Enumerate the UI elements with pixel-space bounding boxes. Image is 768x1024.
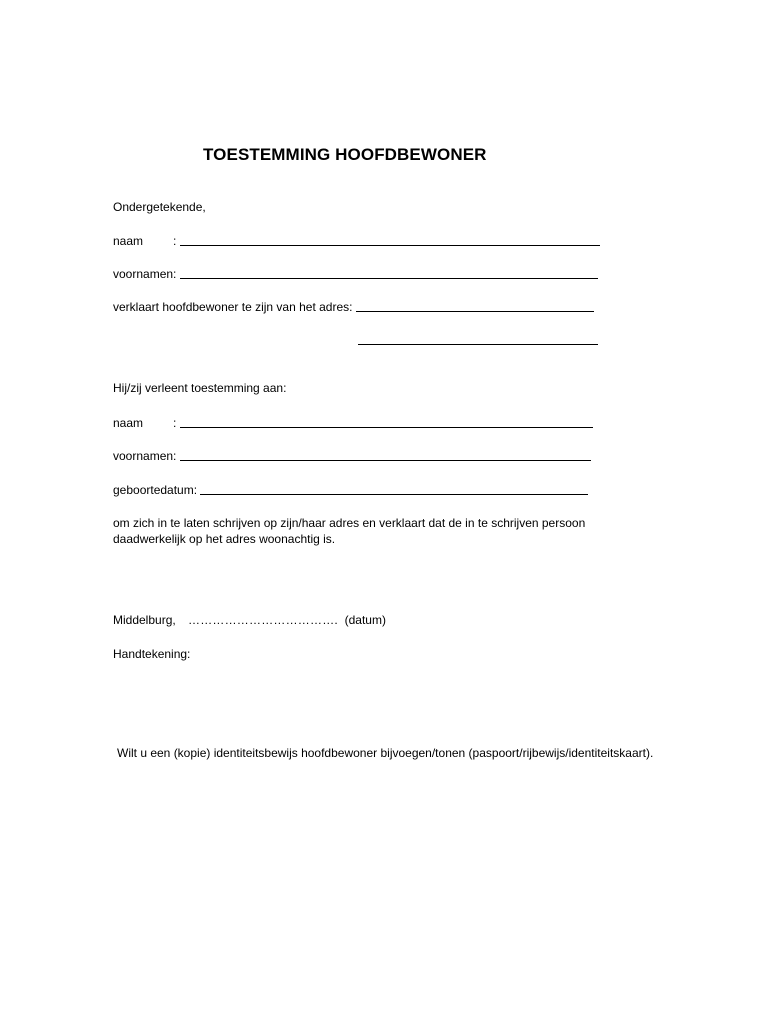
- owner-address-label: verklaart hoofdbewoner te zijn van het adres:: [113, 300, 353, 314]
- resident-birthdate-row: [113, 482, 588, 497]
- id-document-note: Wilt u een (kopie) identiteitsbewijs hoofdbewoner bijvoegen/tonen (paspoort/rijbewijs/identiteitskaart).: [117, 746, 654, 760]
- resident-birthdate-field[interactable]: [200, 483, 588, 495]
- owner-address-row: [113, 299, 594, 314]
- resident-name-label: naam: [113, 416, 144, 430]
- resident-name-field[interactable]: [180, 416, 593, 428]
- resident-firstnames-label: voornamen:: [113, 449, 177, 463]
- place-date-row: [113, 613, 386, 627]
- place-text: Middelburg,: [113, 613, 176, 627]
- owner-address-row-2: [358, 332, 598, 347]
- declaration-line-2: daadwerkelijk op het adres woonachtig is.: [113, 532, 336, 546]
- resident-name-separator: :: [173, 416, 177, 430]
- intro-text: Ondergetekende,: [113, 200, 206, 214]
- resident-firstnames-row: [113, 448, 591, 463]
- owner-firstnames-field[interactable]: [180, 267, 598, 279]
- date-label: (datum): [344, 613, 386, 627]
- signature-label: Handtekening:: [113, 647, 191, 661]
- owner-name-field[interactable]: [180, 234, 600, 246]
- resident-birthdate-label: geboortedatum:: [113, 483, 198, 497]
- document-title: TOESTEMMING HOOFDBEWONER: [203, 145, 487, 164]
- resident-name-row: [113, 415, 593, 430]
- owner-firstnames-label: voornamen:: [113, 267, 177, 281]
- owner-name-label: naam: [113, 234, 144, 248]
- owner-name-separator: :: [173, 234, 177, 248]
- declaration-paragraph: [113, 515, 613, 547]
- declaration-line-1: om zich in te laten schrijven op zijn/haar adres en verklaart dat de in te schrijven persoon: [113, 516, 586, 530]
- resident-firstnames-field[interactable]: [180, 449, 591, 461]
- date-field[interactable]: ……………………………….: [188, 613, 338, 627]
- consent-heading: Hij/zij verleent toestemming aan:: [113, 381, 287, 395]
- owner-name-row: [113, 233, 600, 248]
- owner-address-field-2[interactable]: [358, 333, 598, 345]
- owner-address-field[interactable]: [356, 300, 594, 312]
- owner-firstnames-row: [113, 266, 598, 281]
